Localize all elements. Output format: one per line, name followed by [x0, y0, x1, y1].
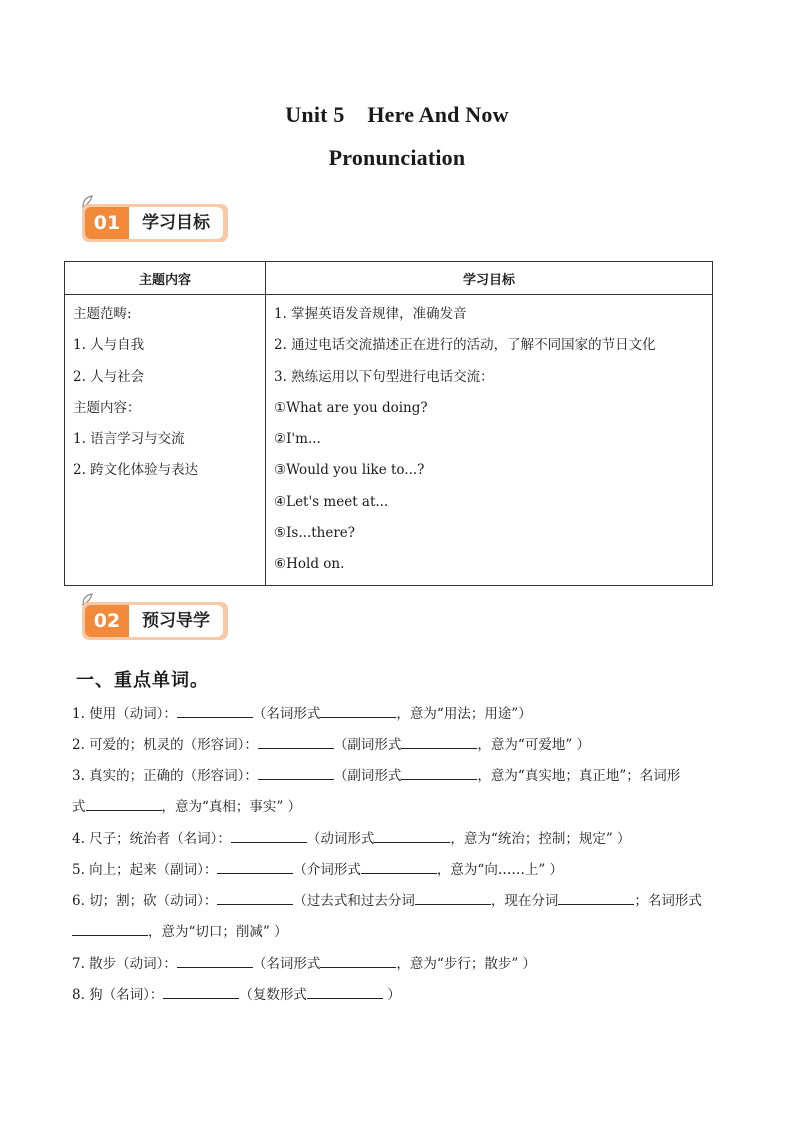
badge-label: 学习目标	[129, 207, 223, 239]
vocab-item-7	[72, 949, 728, 980]
item-text: ，意为“统治；控制；规定” ）	[450, 831, 631, 847]
answer-blank[interactable]	[374, 828, 450, 843]
item-text: （介词形式	[293, 862, 361, 878]
answer-blank[interactable]	[177, 953, 253, 968]
item-text: ，意为“步行；散步” ）	[396, 956, 537, 972]
section-badge-goals	[78, 194, 238, 246]
answer-blank[interactable]	[258, 734, 334, 749]
item-prompt: 3. 真实的；正确的（形容词）：	[72, 768, 258, 784]
item-text: （复数形式	[239, 987, 307, 1003]
goals-table	[64, 261, 713, 586]
title-unit: Unit 5 Here And Now	[285, 102, 509, 127]
item-text: ，意为“用法；用途”）	[396, 706, 532, 722]
answer-blank[interactable]	[415, 890, 491, 905]
item-prompt: 7. 散步（动词）：	[72, 956, 177, 972]
goal-line: 2. 通过电话交流描述正在进行的活动，了解不同国家的节日文化	[274, 337, 656, 354]
section-badge-preview	[78, 592, 238, 644]
item-prompt: 2. 可爱的；机灵的（形容词）：	[72, 737, 258, 753]
answer-blank[interactable]	[177, 703, 253, 718]
item-text: ，意为“切口；削减” ）	[148, 924, 288, 940]
title-pronunciation: Pronunciation	[328, 145, 466, 170]
item-text: ，意为“可爱地” ）	[477, 737, 591, 753]
item-text: ，意为“真相；事实” ）	[161, 799, 302, 815]
goal-line: ⑥Hold on.	[274, 556, 345, 573]
theme-line: 2. 人与社会	[73, 368, 145, 385]
goal-line: ④Let's meet at...	[274, 493, 389, 510]
badge-label: 预习导学	[129, 605, 223, 637]
vocab-item-4	[72, 824, 728, 855]
section-heading: 一、重点单词。	[76, 670, 209, 691]
goal-line: ②I'm...	[274, 431, 321, 448]
answer-blank[interactable]	[258, 765, 334, 780]
item-text: ）	[382, 987, 401, 1003]
goal-line: ①What are you doing?	[274, 399, 428, 416]
theme-cell	[65, 295, 266, 586]
table-row	[65, 295, 713, 586]
answer-blank[interactable]	[558, 890, 634, 905]
answer-blank[interactable]	[401, 765, 477, 780]
vocab-item-3	[72, 761, 728, 792]
theme-line: 2. 跨文化体验与表达	[73, 462, 199, 479]
header-goals: 学习目标	[266, 262, 713, 295]
header-theme: 主题内容	[65, 262, 266, 295]
answer-blank[interactable]	[86, 796, 162, 811]
badge-number: 01	[85, 207, 129, 239]
vocab-item-8	[72, 980, 728, 1011]
answer-blank[interactable]	[361, 859, 437, 874]
item-text: （过去式和过去分词	[293, 893, 415, 909]
goal-line: ③Would you like to...?	[274, 462, 425, 479]
item-prompt: 6. 切；割；砍（动词）：	[72, 893, 218, 909]
item-text: ，现在分词	[490, 893, 559, 909]
item-text: ，意为“真实地；真正地”；名词形	[477, 768, 681, 784]
badge-number: 02	[85, 605, 129, 637]
answer-blank[interactable]	[401, 734, 477, 749]
item-prompt: 5. 向上；起来（副词）：	[72, 862, 218, 878]
item-text: ，意为“向……上” ）	[436, 862, 564, 878]
item-text: （名词形式	[252, 706, 321, 722]
theme-line: 主题内容：	[73, 399, 141, 416]
item-text: ；名词形式	[634, 893, 702, 909]
vocab-item-3-cont	[72, 792, 728, 823]
item-text: （副词形式	[333, 768, 402, 784]
answer-blank[interactable]	[320, 953, 396, 968]
answer-blank[interactable]	[217, 890, 293, 905]
vocab-item-6	[72, 886, 728, 917]
answer-blank[interactable]	[163, 984, 239, 999]
goals-cell	[266, 295, 713, 586]
item-prompt: 4. 尺子；统治者（名词）：	[72, 831, 231, 847]
vocab-item-6-cont	[72, 917, 728, 948]
vocab-item-2	[72, 730, 728, 761]
vocab-item-1	[72, 699, 728, 730]
theme-line: 1. 语言学习与交流	[73, 431, 185, 448]
goal-line: ⑤Is...there?	[274, 525, 356, 542]
item-text: （动词形式	[306, 831, 375, 847]
answer-blank[interactable]	[231, 828, 307, 843]
goal-line: 1. 掌握英语发音规律，准确发音	[274, 306, 467, 322]
answer-blank[interactable]	[320, 703, 396, 718]
item-text: （副词形式	[333, 737, 402, 753]
item-text: 式	[72, 799, 86, 815]
item-prompt: 8. 狗（名词）：	[72, 987, 164, 1003]
table-header-row	[65, 262, 713, 295]
item-prompt: 1. 使用（动词）：	[72, 706, 177, 722]
vocab-item-5	[72, 855, 728, 886]
answer-blank[interactable]	[307, 984, 383, 999]
theme-line: 主题范畴:	[73, 306, 132, 322]
answer-blank[interactable]	[72, 921, 148, 936]
answer-blank[interactable]	[217, 859, 293, 874]
item-text: （名词形式	[252, 956, 321, 972]
theme-line: 1. 人与自我	[73, 337, 145, 354]
goal-line: 3. 熟练运用以下句型进行电话交流：	[274, 368, 494, 385]
